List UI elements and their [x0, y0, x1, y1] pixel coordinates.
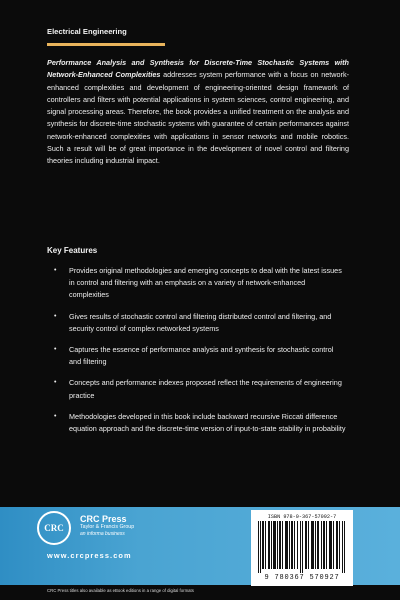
book-title: Performance Analysis and Synthesis for Discrete-Time Stochastic Systems with Network-Enhanced Complexities: [47, 58, 349, 80]
publisher-website: www.crcpress.com: [47, 551, 132, 560]
feature-text: Captures the essence of performance analysis and synthesis for stochastic control and filtering: [69, 345, 334, 367]
feature-text: Methodologies developed in this book include backward recursive Riccati difference equation approach and the discrete-time version of input-to-state stability in probability: [69, 411, 346, 434]
accent-rule: [47, 43, 165, 46]
feature-text: Gives results of stochastic control and filtering distributed control and filtering, and security control of complex networked systems: [69, 311, 332, 333]
feature-text: Concepts and performance indexes proposed reflect the requirements of engineering practice: [69, 378, 342, 400]
feature-item: [47, 411, 347, 435]
bullet-icon: •: [54, 267, 57, 274]
barcode-digits: 9 780367 570927: [264, 574, 340, 582]
crc-logo-icon: [37, 511, 71, 545]
feature-item: [47, 311, 347, 335]
footer-note: CRC Press titles also available as eBook editions in a range of digital formats: [47, 588, 194, 593]
publisher-info: [80, 514, 134, 538]
feature-item: [47, 377, 347, 401]
category-label: Electrical Engineering: [47, 27, 127, 36]
key-features-list: [47, 265, 347, 444]
publisher-group: Taylor & Francis Group: [80, 524, 135, 530]
book-description: [47, 57, 349, 168]
isbn-label: ISBN 978-0-367-57092-7: [267, 514, 337, 520]
feature-item: [47, 344, 347, 368]
bullet-icon: •: [54, 346, 57, 354]
publisher-business: an informa business: [80, 531, 125, 537]
barcode-box: [251, 510, 353, 586]
feature-item: [47, 265, 347, 302]
barcode-icon: [258, 521, 346, 573]
bullet-icon: •: [54, 412, 57, 420]
key-features-heading: Key Features: [47, 246, 98, 255]
description-body: addresses system performance with a focus on network-enhanced complexities and development of engineering-oriented design framework of controllers and filters with potential applications in system sciences, control engineering, and signal processing areas. Therefore, the book provides a unified treatment on the analysis and synthesis for discrete-time stochastic systems with guarantee of certain performances against network-enhanced complexities with applications in sensor networks and mobile robotics. Such a result will be of great importance in the development of novel control and filtering theories including industrial impact.: [47, 70, 349, 166]
bullet-icon: •: [54, 312, 57, 320]
logo-text: CRC: [44, 523, 64, 533]
feature-text: Provides original methodologies and emerging concepts to deal with the latest issues in control and filtering with an emphasis on a variety of network-enhanced complexities: [69, 266, 342, 300]
bullet-icon: •: [54, 379, 57, 387]
publisher-name: CRC Press: [80, 514, 127, 524]
